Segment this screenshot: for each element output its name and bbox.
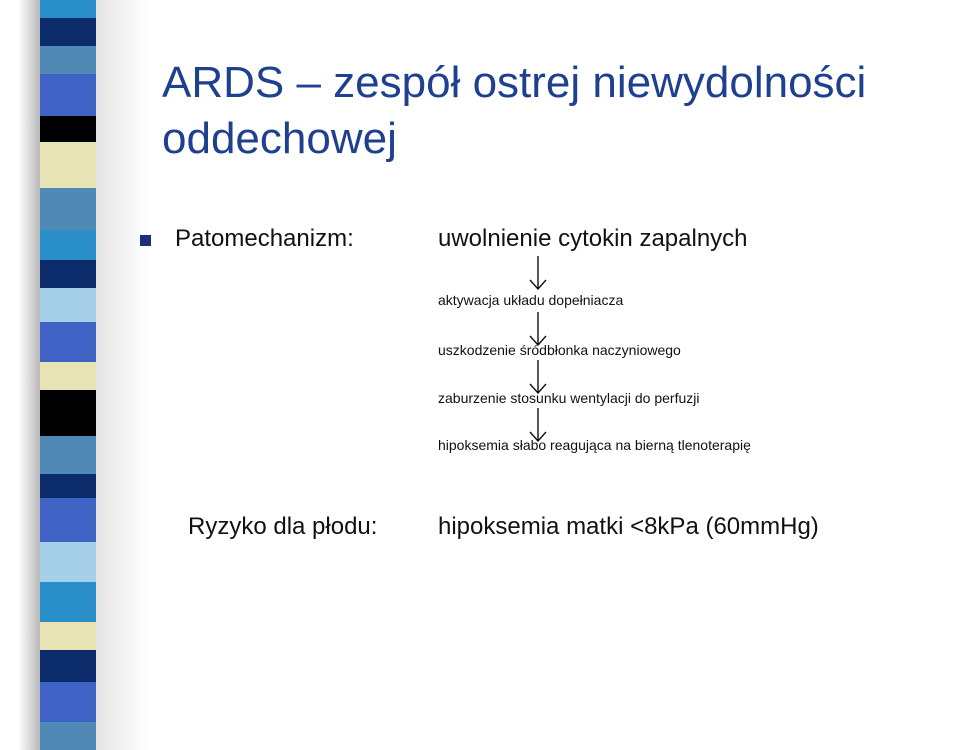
stripe-block [40,722,96,750]
stripe-block [40,288,96,322]
down-arrow-icon [527,312,549,346]
stripe-block [40,362,96,390]
chain-step-1: uwolnienie cytokin zapalnych [438,225,748,252]
stripe-block [40,390,96,436]
stripe-block [40,230,96,260]
down-arrow-icon [527,256,549,290]
stripe-block [40,18,96,46]
risk-label: Ryzyko dla płodu: [188,513,378,540]
chain-step-2: aktywacja układu dopełniacza [438,292,624,308]
stripe-block [40,260,96,288]
chain-step-4: zaburzenie stosunku wentylacji do perfuzji [438,390,700,406]
stripe-block [40,46,96,74]
stripe-block [40,142,96,188]
risk-value: hipoksemia matki <8kPa (60mmHg) [438,513,819,540]
stripe-block [40,682,96,722]
stripe-block [40,474,96,498]
chain-step-5: hipoksemia słabo reagująca na bierną tlenoterapię [438,437,751,453]
stripe-block [40,74,96,116]
stripe-block [40,188,96,230]
stripe-block [40,436,96,474]
stripe-block [40,498,96,542]
decorative-stripe-column [40,0,96,750]
stripe-block [40,650,96,682]
stripe-block [40,622,96,650]
stripe-block [40,0,96,18]
square-bullet-icon [140,235,151,246]
patomechanizm-label: Patomechanizm: [175,225,354,252]
stripe-block [40,116,96,142]
chain-step-3: uszkodzenie śródbłonka naczyniowego [438,342,681,358]
down-arrow-icon [527,360,549,394]
stripe-block [40,542,96,582]
slide-title: ARDS – zespół ostrej niewydolności oddechowej [162,58,867,163]
stripe-block [40,582,96,622]
stripe-block [40,322,96,362]
